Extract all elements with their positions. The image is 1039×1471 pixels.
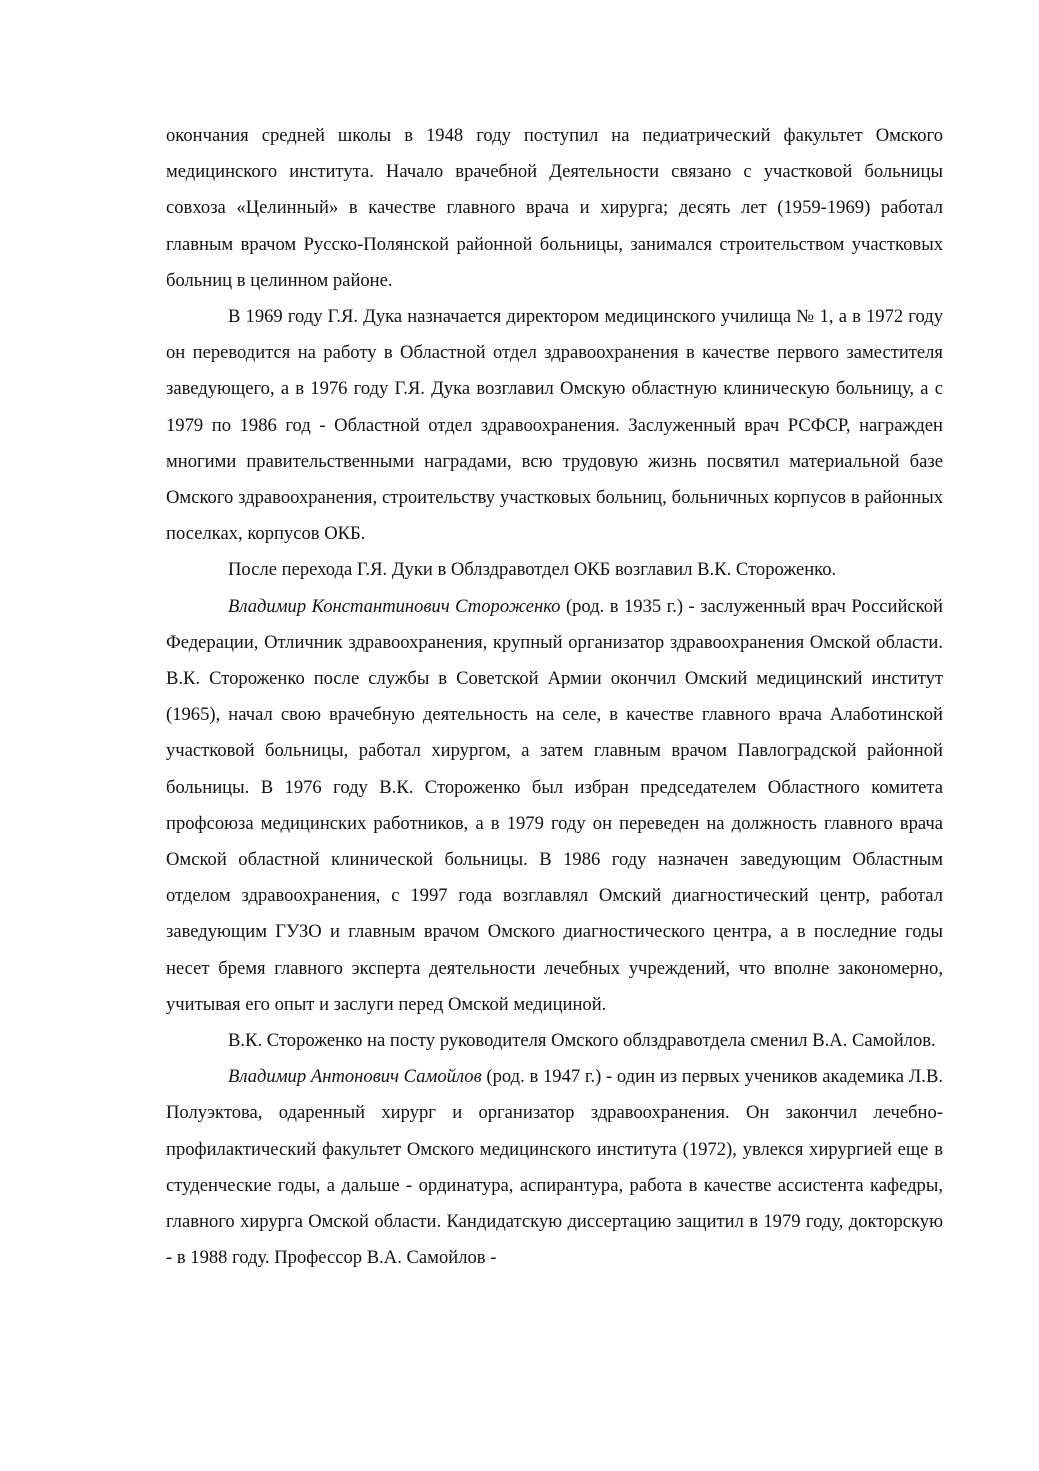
paragraph-storozhenko-biography [166, 589, 943, 1023]
paragraph-succession-storozhenko: После перехода Г.Я. Дуки в Облздравотдел ОКБ возглавил В.К. Стороженко. [228, 559, 837, 581]
person-name-storozhenko: Владимир Константинович Стороженко [228, 595, 561, 617]
paragraph-succession-samoilov: В.К. Стороженко на посту руководителя Омского облздравотдела сменил В.А. Самойлов. [228, 1030, 936, 1052]
paragraph-samoilov-biography [166, 1059, 943, 1276]
paragraph-education-career: окончания средней школы в 1948 году поступил на педиатрический факультет Омского медицинского института. Начало врачебной Деятельности связано с участковой больницы совхоза «Целинный» в качестве главного врача и хирурга; десять лет (1959-1969) работал главным врачом Русско-Полянской районной больницы, занимался строительством участковых больниц в целинном районе. [166, 125, 943, 291]
document-page [166, 118, 943, 1277]
paragraph-text: (род. в 1947 г.) - один из первых учеников академика Л.В. Полуэктова, одаренный хирург и организатор здравоохранения. Он закончил лечебно-профилактический факультет Омского медицинского института (1972), увлекся хирургией еще в студенческие годы, а дальше - ординатура, аспирантура, работа в качестве ассистента кафедры, главного хирурга Омской области. Кандидатскую диссертацию защитил в 1979 году, докторскую - в 1988 году. Профессор В.А. Самойлов - [166, 1066, 943, 1269]
paragraph-duka-career: В 1969 году Г.Я. Дука назначается директором медицинского училища № 1, а в 1972 году он переводится на работу в Областной отдел здравоохранения в качестве первого заместителя заведующего, а в 1976 году Г.Я. Дука возглавил Омскую областную клиническую больницу, а с 1979 по 1986 год - Областной отдел здравоохранения. Заслуженный врач РСФСР, награжден многими правительственными наградами, всю трудовую жизнь посвятил материальной базе Омского здравоохранения, строительству участковых больниц, больничных корпусов в районных поселках, корпусов ОКБ. [166, 306, 943, 545]
person-name-samoilov: Владимир Антонович Самойлов [228, 1066, 482, 1088]
paragraph-text: (род. в 1935 г.) - заслуженный врач Российской Федерации, Отличник здравоохранения, крупный организатор здравоохранения Омской области. В.К. Стороженко после службы в Советской Армии окончил Омский медицинский институт (1965), начал свою врачебную деятельность на селе, в качестве главного врача Алаботинской участковой больницы, работал хирургом, а затем главным врачом Павлоградской районной больницы. В 1976 году В.К. Стороженко был избран председателем Областного комитета профсоюза медицинских работников, а в 1979 году он переведен на должность главного врача Омской областной клинической больницы. В 1986 году назначен заведующим Областным отделом здравоохранения, с 1997 года возглавлял Омский диагностический центр, работал заведующим ГУЗО и главным врачом Омского диагностического центра, а в последние годы несет бремя главного эксперта деятельности лечебных учреждений, что вполне закономерно, учитывая его опыт и заслуги перед Омской медициной. [166, 595, 943, 1015]
